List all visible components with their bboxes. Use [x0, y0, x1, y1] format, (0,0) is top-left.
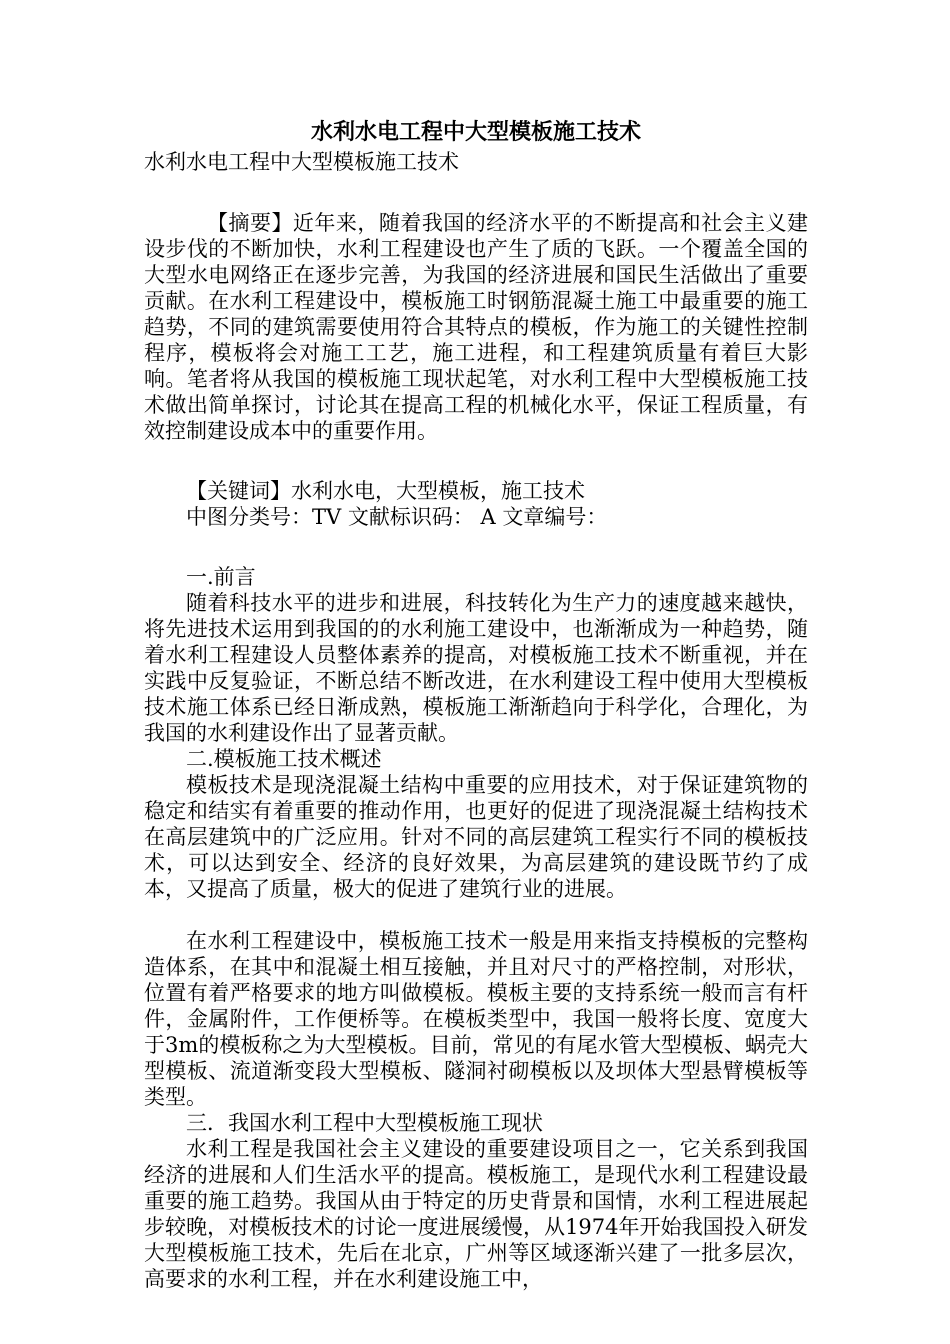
section-heading-3: 三．我国水利工程中大型模板施工现状: [186, 1111, 543, 1135]
keywords-line: 【关键词】水利水电，大型模板，施工技术: [186, 479, 585, 503]
document-subtitle: 水利水电工程中大型模板施工技术: [144, 150, 459, 174]
section-2-paragraph-2: 在水利工程建设中，模板施工技术一般是用来指支持模板的完整构造体系，在其中和混凝土相互接触，并且对尺寸的严格控制，对形状，位置有着严格要求的地方叫做模板。模板主要的支持系统一般而言有杆件，金属附件，工作便桥等。在模板类型中，我国一般将长度、宽度大于3m的模板称之为大型模板。目前，常见的有尾水管大型模板、蜗壳大型模板、流道渐变段大型模板、隧洞衬砌模板以及坝体大型悬臂模板等类型。: [144, 929, 808, 1109]
document-page: [144, 118, 808, 1292]
spacer: [144, 530, 808, 564]
spacer: [144, 176, 808, 210]
section-3-paragraph-1: 水利工程是我国社会主义建设的重要建设项目之一，它关系到我国经济的进展和人们生活水平的提高。模板施工，是现代水利工程建设最重要的施工趋势。我国从由于特定的历史背景和国情，水利工程进展起步较晚，对模板技术的讨论一度进展缓慢，从1974年开始我国投入研发大型模板施工技术，先后在北京，广州等区域逐渐兴建了一批多层次，高要求的水利工程，并在水利建设施工中，: [144, 1137, 808, 1291]
spacer: [144, 444, 808, 478]
section-heading-1: 一.前言: [186, 565, 256, 589]
classification-line: 中图分类号：TV 文献标识码： A 文章编号：: [186, 505, 608, 529]
abstract-paragraph: 【摘要】近年来，随着我国的经济水平的不断提高和社会主义建设步伐的不断加快，水利工程建设也产生了质的飞跃。一个覆盖全国的大型水电网络正在逐步完善，为我国的经济进展和国民生活做出了重要贡献。在水利工程建设中，模板施工时钢筋混凝土施工中最重要的施工趋势，不同的建筑需要使用符合其特点的模板，作为施工的关键性控制程序，模板将会对施工工艺，施工进程，和工程建筑质量有着巨大影响。笔者将从我国的模板施工现状起笔，对水利工程中大型模板施工技术做出简单探讨，讨论其在提高工程的机械化水平，保证工程质量，有效控制建设成本中的重要作用。: [144, 211, 808, 443]
document-title: 水利水电工程中大型模板施工技术: [310, 120, 641, 145]
section-heading-2: 二.模板施工技术概述: [186, 747, 382, 771]
section-1-paragraph-1: 随着科技水平的进步和进展，科技转化为生产力的速度越来越快，将先进技术运用到我国的的水利施工建设中，也渐渐成为一种趋势，随着水利工程建设人员整体素养的提高，对模板施工技术不断重视，并在实践中反复验证，不断总结不断改进，在水利建设工程中使用大型模板技术施工体系已经日渐成熟，模板施工渐渐趋向于科学化，合理化，为我国的水利建设作出了显著贡献。: [144, 591, 808, 745]
section-2-paragraph-1: 模板技术是现浇混凝土结构中重要的应用技术，对于保证建筑物的稳定和结实有着重要的推动作用，也更好的促进了现浇混凝土结构技术在高层建筑中的广泛应用。针对不同的高层建筑工程实行不同的模板技术，可以达到安全、经济的良好效果，为高层建筑的建设既节约了成本，又提高了质量，极大的促进了建筑行业的进展。: [144, 773, 808, 901]
spacer: [144, 902, 808, 928]
